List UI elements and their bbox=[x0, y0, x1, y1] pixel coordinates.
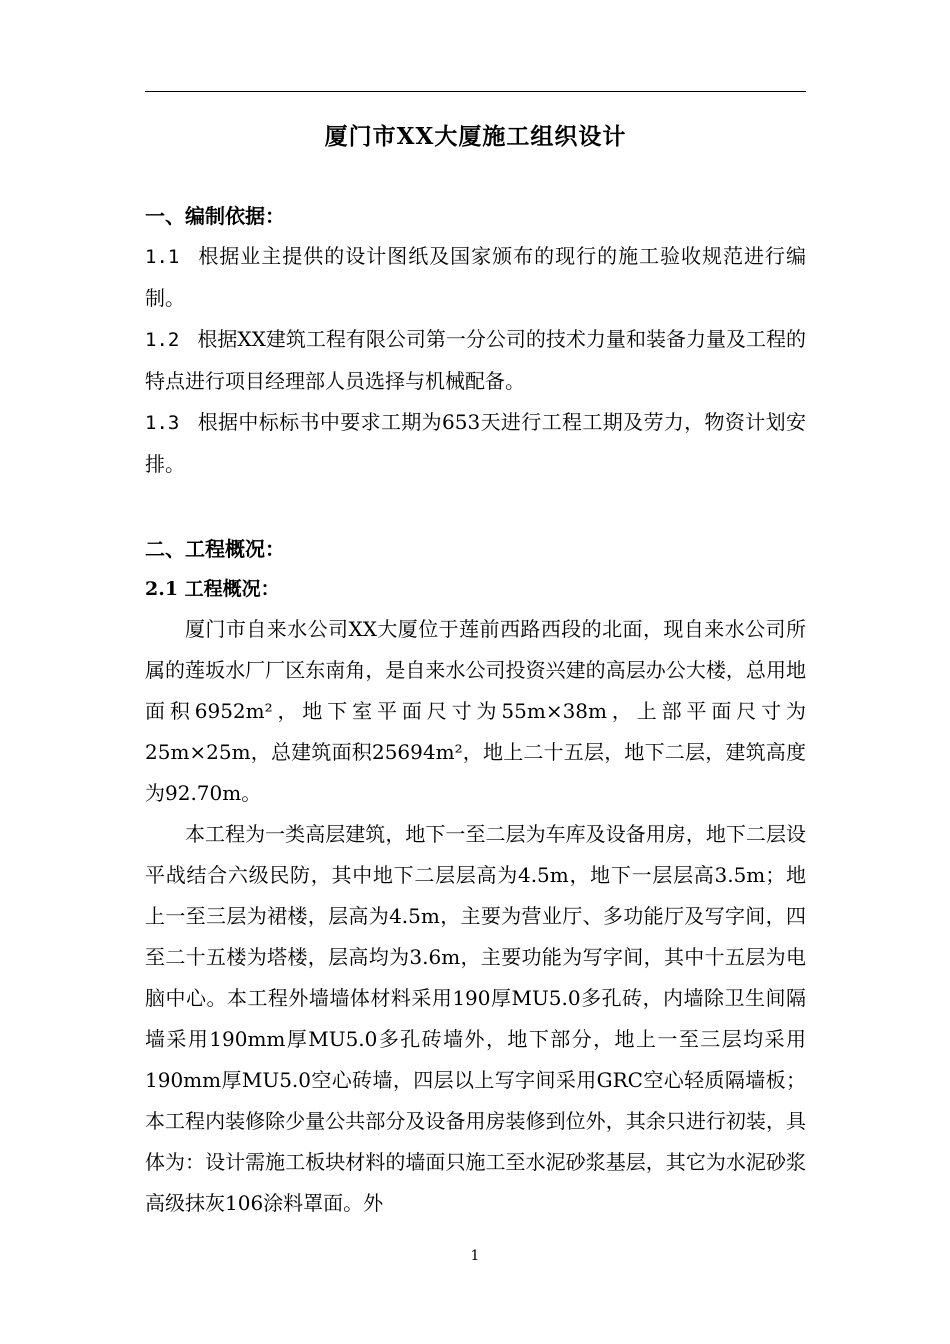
header-rule bbox=[145, 91, 806, 92]
item-text: 根据XX建筑工程有限公司第一分公司的技术力量和装备力量及工程的特点进行项目经理部人员选择与机械配备。 bbox=[145, 327, 806, 393]
document-body bbox=[145, 196, 806, 1224]
item-number: 1.2 bbox=[145, 329, 180, 351]
section-heading-basis: 一、编制依据： bbox=[145, 204, 285, 228]
body-paragraph: 本工程为一类高层建筑，地下一至二层为车库及设备用房，地下二层设平战结合六级民防，其中地下二层层高为4.5m，地下一层层高3.5m；地上一至三层为裙楼，层高为4.5m，主要为营业厅、多功能厅及写字间，四至二十五楼为塔楼，层高均为3.6m，主要功能为写字间，其中十五层为电脑中心。本工程外墙墙体材料采用190厚MU5.0多孔砖，内墙除卫生间隔墙采用190mm厚MU5.0多孔砖墙外，地下部分，地上一至三层均采用190mm厚MU5.0空心砖墙，四层以上写字间采用GRC空心轻质隔墙板；本工程内装修除少量公共部分及设备用房装修到位外，其余只进行初装，具体为：设计需施工板块材料的墙面只施工至水泥砂浆基层，其它为水泥砂浆高级抹灰106涂料罩面。外 bbox=[145, 822, 806, 1215]
sub-heading-overview: 2.1 工程概况： bbox=[145, 578, 280, 600]
section-spacer bbox=[145, 485, 806, 529]
item-text: 根据业主提供的设计图纸及国家颁布的现行的施工验收规范进行编制。 bbox=[145, 244, 806, 310]
section-heading-overview: 二、工程概况： bbox=[145, 537, 285, 561]
list-item bbox=[145, 319, 806, 402]
list-item bbox=[145, 402, 806, 485]
item-number: 1.1 bbox=[145, 246, 180, 268]
item-text: 根据中标标书中要求工期为653天进行工程工期及劳力，物资计划安排。 bbox=[145, 410, 806, 476]
document-title: 厦门市XX大厦施工组织设计 bbox=[324, 123, 627, 150]
item-number: 1.3 bbox=[145, 412, 180, 434]
page-number: 1 bbox=[470, 1248, 480, 1264]
body-paragraph: 厦门市自来水公司XX大厦位于莲前西路西段的北面，现自来水公司所属的莲坂水厂厂区东南角，是自来水公司投资兴建的高层办公大楼，总用地面积6952m²，地下室平面尺寸为55m×38m，上部平面尺寸为25m×25m，总建筑面积25694m²，地上二十五层，地下二层，建筑高度为92.70m。 bbox=[145, 617, 806, 805]
list-item bbox=[145, 236, 806, 319]
